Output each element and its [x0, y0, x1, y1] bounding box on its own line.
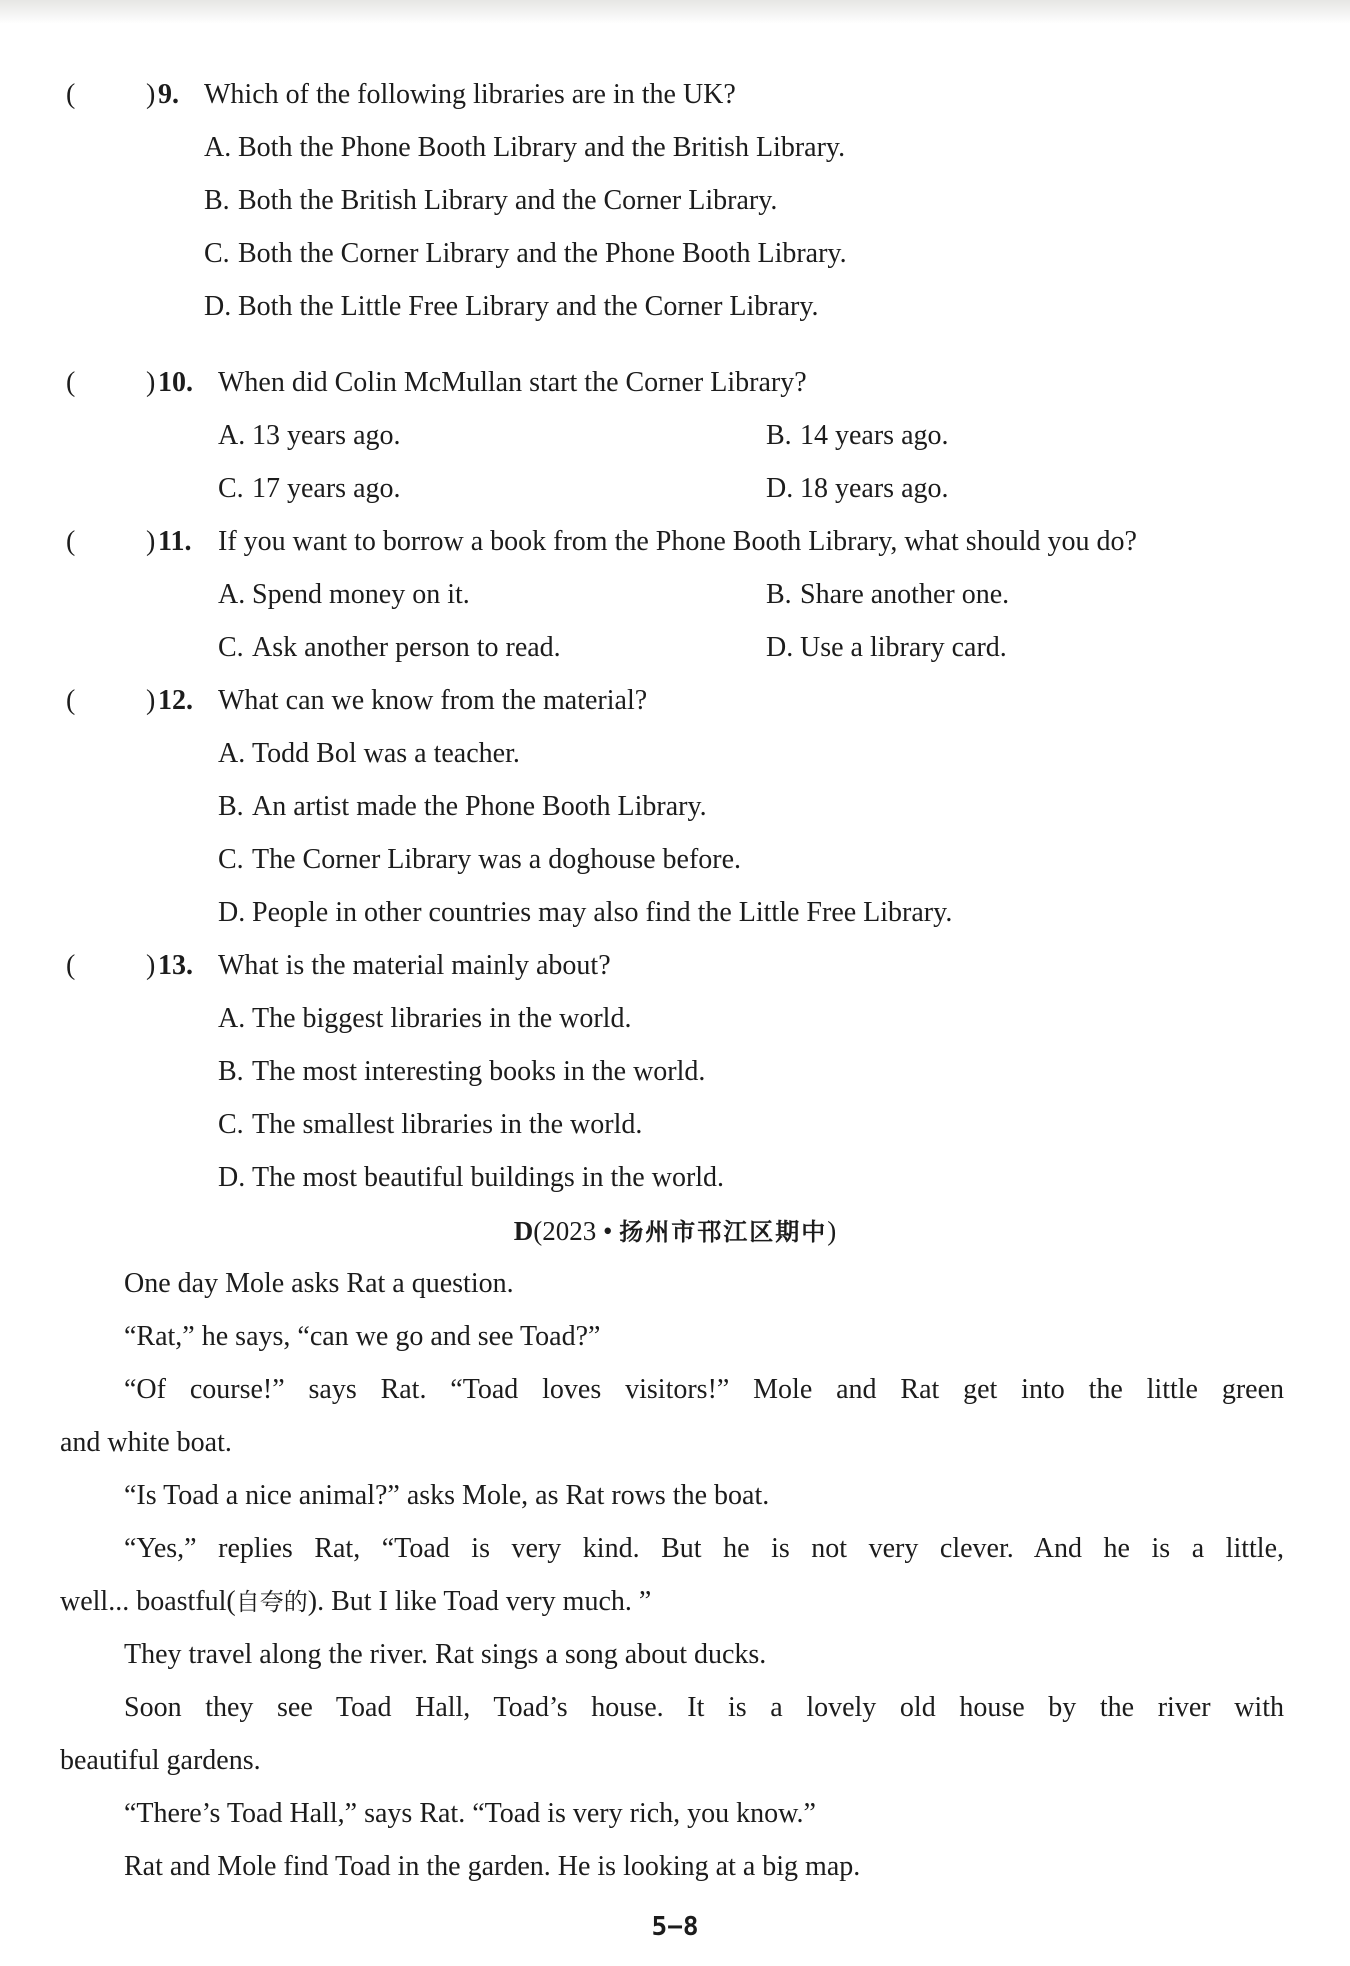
option-letter: A.: [218, 579, 246, 610]
question-number: 9.: [158, 79, 179, 110]
option-text: An artist made the Phone Booth Library.: [252, 791, 707, 822]
option-text: Both the British Library and the Corner Library.: [238, 185, 778, 216]
passage-line: “Of course!” says Rat. “Toad loves visitors!” Mole and Rat get into the little green: [124, 1374, 1284, 1405]
option-11c[interactable]: [218, 631, 561, 665]
option-letter: C.: [218, 473, 244, 504]
option-text: Share another one.: [800, 579, 1010, 610]
passage-line: and white boat.: [60, 1427, 232, 1458]
option-letter: B.: [766, 420, 792, 451]
option-text: People in other countries may also find the Little Free Library.: [252, 897, 953, 928]
question-text: What can we know from the material?: [218, 685, 648, 716]
option-letter: A.: [218, 420, 246, 451]
answer-blank-open[interactable]: (: [66, 526, 76, 557]
option-12d[interactable]: [218, 896, 952, 930]
option-letter: A.: [204, 132, 232, 163]
option-letter: B.: [218, 791, 244, 822]
question-text: If you want to borrow a book from the Phone Booth Library, what should you do?: [218, 526, 1137, 557]
passage-line: “There’s Toad Hall,” says Rat. “Toad is very rich, you know.”: [124, 1798, 816, 1829]
option-13b[interactable]: [218, 1055, 705, 1089]
passage-text: well... boastful(: [60, 1586, 236, 1617]
option-letter: C.: [204, 238, 230, 269]
option-letter: A.: [218, 1003, 246, 1034]
question-number: 12.: [158, 685, 193, 716]
option-letter: C.: [218, 1109, 244, 1140]
answer-blank-close: ): [146, 367, 156, 398]
option-text: Spend money on it.: [252, 579, 470, 610]
option-text: Todd Bol was a teacher.: [252, 738, 520, 769]
passage-line: Soon they see Toad Hall, Toad’s house. It is a lovely old house by the river with: [124, 1692, 1284, 1723]
question-text: When did Colin McMullan start the Corner Library?: [218, 367, 807, 398]
passage-line: Rat and Mole find Toad in the garden. He is looking at a big map.: [124, 1851, 861, 1882]
option-text: 18 years ago.: [800, 473, 949, 504]
option-10c[interactable]: [218, 472, 401, 506]
option-text: Both the Corner Library and the Phone Booth Library.: [238, 238, 847, 269]
option-letter: D.: [204, 291, 232, 322]
option-letter: B.: [204, 185, 230, 216]
question-text: Which of the following libraries are in the UK?: [204, 79, 736, 110]
scan-edge-shadow: [0, 0, 1350, 24]
passage-line: “Yes,” replies Rat, “Toad is very kind. But he is not very clever. And he is a little,: [124, 1533, 1284, 1564]
option-letter: A.: [218, 738, 246, 769]
option-text: 13 years ago.: [252, 420, 401, 451]
option-letter: C.: [218, 632, 244, 663]
section-letter: D: [513, 1216, 534, 1246]
option-text: The most beautiful buildings in the world.: [252, 1162, 725, 1193]
option-11d[interactable]: [766, 631, 1007, 665]
answer-blank-close: ): [146, 79, 156, 110]
option-12c[interactable]: [218, 843, 741, 877]
passage-line: They travel along the river. Rat sings a song about ducks.: [124, 1639, 767, 1670]
option-text: 17 years ago.: [252, 473, 401, 504]
option-letter: D.: [218, 1162, 246, 1193]
option-9a[interactable]: [204, 131, 845, 165]
passage-line: beautiful gardens.: [60, 1745, 261, 1776]
section-source-close: ): [827, 1216, 837, 1246]
option-text: The Corner Library was a doghouse before.: [252, 844, 742, 875]
answer-blank-open[interactable]: (: [66, 950, 76, 981]
answer-blank-close: ): [146, 685, 156, 716]
question-number: 13.: [158, 950, 193, 981]
option-letter: B.: [218, 1056, 244, 1087]
option-13c[interactable]: [218, 1108, 642, 1142]
answer-blank-open[interactable]: (: [66, 367, 76, 398]
option-text: Both the Phone Booth Library and the British Library.: [238, 132, 846, 163]
question-number: 10.: [158, 367, 193, 398]
option-letter: D.: [766, 473, 794, 504]
answer-blank-open[interactable]: (: [66, 685, 76, 716]
option-10b[interactable]: [766, 419, 949, 453]
answer-blank-open[interactable]: (: [66, 79, 76, 110]
passage-line: “Is Toad a nice animal?” asks Mole, as Rat rows the boat.: [124, 1480, 770, 1511]
option-letter: D.: [766, 632, 794, 663]
option-9b[interactable]: [204, 184, 777, 218]
answer-blank-close: ): [146, 950, 156, 981]
section-source: (2023 •: [533, 1216, 620, 1246]
option-text: 14 years ago.: [800, 420, 949, 451]
option-text: Use a library card.: [800, 632, 1007, 663]
passage-text: ). But I like Toad very much. ”: [307, 1586, 652, 1617]
question-number: 11.: [158, 526, 192, 557]
chinese-gloss: 自夸的: [235, 1588, 308, 1616]
passage-line: “Rat,” he says, “can we go and see Toad?”: [124, 1321, 601, 1352]
option-10d[interactable]: [766, 472, 949, 506]
option-text: The most interesting books in the world.: [252, 1056, 706, 1087]
option-11b[interactable]: [766, 578, 1009, 612]
option-9c[interactable]: [204, 237, 847, 271]
section-heading: [0, 1214, 1350, 1249]
option-11a[interactable]: [218, 578, 470, 612]
option-text: Ask another person to read.: [252, 632, 561, 663]
section-source-place: 扬州市邗江区期中: [619, 1218, 828, 1246]
question-text: What is the material mainly about?: [218, 950, 611, 981]
option-text: Both the Little Free Library and the Corner Library.: [238, 291, 819, 322]
passage-line: One day Mole asks Rat a question.: [124, 1268, 514, 1299]
passage-line: [60, 1585, 651, 1619]
answer-blank-close: ): [146, 526, 156, 557]
option-letter: B.: [766, 579, 792, 610]
option-letter: C.: [218, 844, 244, 875]
option-13a[interactable]: [218, 1002, 631, 1036]
option-12b[interactable]: [218, 790, 707, 824]
option-10a[interactable]: [218, 419, 401, 453]
option-12a[interactable]: [218, 737, 520, 771]
option-text: The smallest libraries in the world.: [252, 1109, 643, 1140]
option-letter: D.: [218, 897, 246, 928]
page-number: 5−8: [651, 1912, 699, 1942]
option-9d[interactable]: [204, 290, 819, 324]
option-13d[interactable]: [218, 1161, 724, 1195]
option-text: The biggest libraries in the world.: [252, 1003, 632, 1034]
